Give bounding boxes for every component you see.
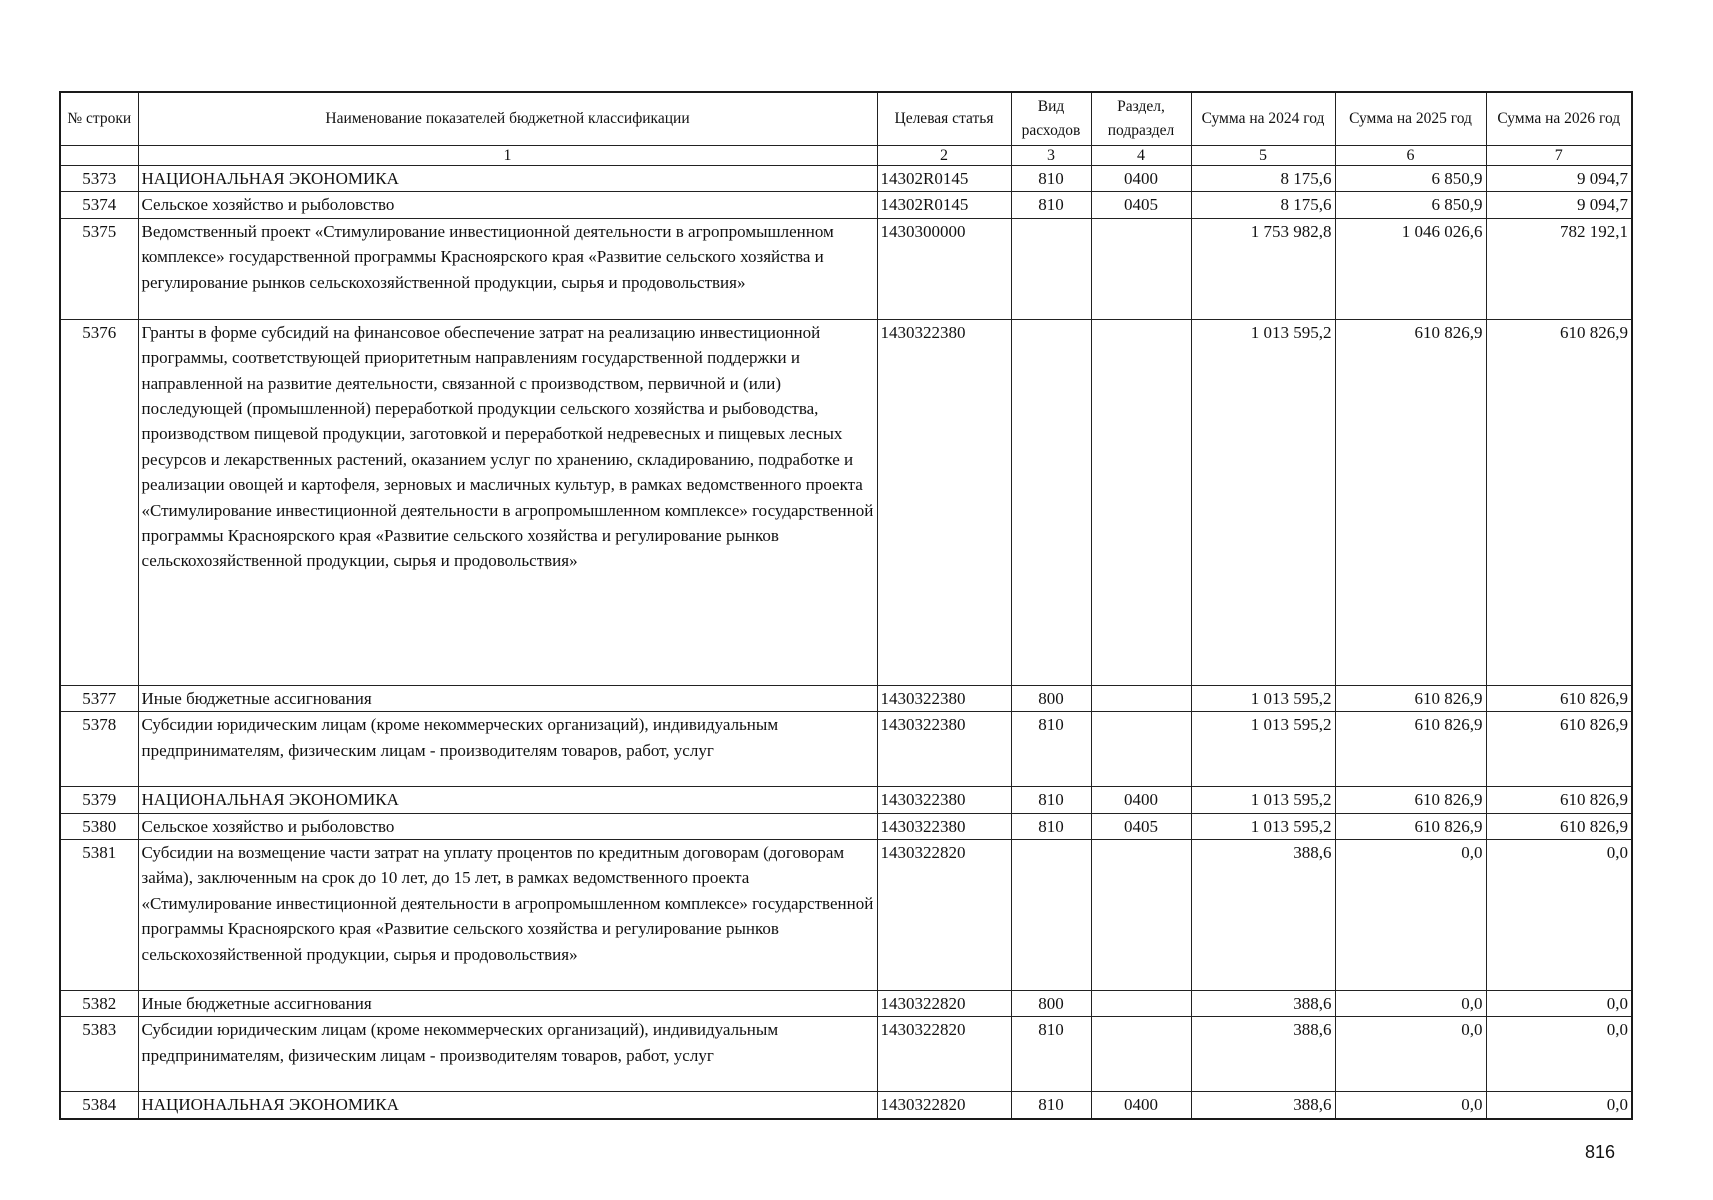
expense-type-code [1011, 319, 1091, 685]
indicator-name: Субсидии на возмещение части затрат на уплату процентов по кредитным договорам (договорам займа), заключенным на срок до 10 лет, до 15 лет, в рамках ведомственного проекта «Стимулирование инвестиционной деятельности в агропромышленном комплексе» государственной программы Красноярского края «Развитие сельского хозяйства и регулирование рынков сельскохозяйственной продукции, сырья и продовольствия» [138, 840, 877, 991]
column-number: 6 [1335, 146, 1486, 166]
table-row [60, 712, 1632, 787]
sum-2025-cell: 6 850,9 [1335, 166, 1486, 192]
indicator-name: НАЦИОНАЛЬНАЯ ЭКОНОМИКА [138, 1092, 877, 1119]
sum-2024-cell: 388,6 [1191, 991, 1335, 1017]
sum-2024-cell: 8 175,6 [1191, 192, 1335, 218]
sum-2024-cell: 1 013 595,2 [1191, 813, 1335, 839]
sum-2026-cell: 0,0 [1486, 1092, 1632, 1119]
row-number: 5377 [60, 685, 138, 711]
column-number-row [60, 146, 1632, 166]
sum-2025-cell: 610 826,9 [1335, 787, 1486, 813]
table-row [60, 1092, 1632, 1119]
section-code: 0405 [1091, 192, 1191, 218]
header-sum-2025: Сумма на 2025 год [1335, 92, 1486, 146]
header-sum-2024: Сумма на 2024 год [1191, 92, 1335, 146]
sum-2026-cell: 0,0 [1486, 840, 1632, 991]
sum-2025-cell: 610 826,9 [1335, 712, 1486, 787]
sum-2026-cell: 9 094,7 [1486, 192, 1632, 218]
table-row [60, 813, 1632, 839]
sum-2024-cell: 1 013 595,2 [1191, 685, 1335, 711]
expense-type-code: 810 [1011, 192, 1091, 218]
table-row [60, 840, 1632, 991]
header-section: Раздел, подраздел [1091, 92, 1191, 146]
target-item-code: 1430322820 [877, 1092, 1011, 1119]
column-number: 1 [138, 146, 877, 166]
sum-2024-cell: 1 013 595,2 [1191, 319, 1335, 685]
column-number: 7 [1486, 146, 1632, 166]
sum-2026-cell: 782 192,1 [1486, 218, 1632, 319]
indicator-name: НАЦИОНАЛЬНАЯ ЭКОНОМИКА [138, 166, 877, 192]
expense-type-code: 810 [1011, 1017, 1091, 1092]
sum-2025-cell: 6 850,9 [1335, 192, 1486, 218]
section-code: 0400 [1091, 1092, 1191, 1119]
section-code [1091, 685, 1191, 711]
table-row [60, 192, 1632, 218]
column-number: 3 [1011, 146, 1091, 166]
table-row [60, 685, 1632, 711]
section-code [1091, 840, 1191, 991]
sum-2024-cell: 388,6 [1191, 1017, 1335, 1092]
target-item-code: 1430322380 [877, 685, 1011, 711]
table-body [60, 166, 1632, 1119]
sum-2025-cell: 0,0 [1335, 1092, 1486, 1119]
table-row [60, 218, 1632, 319]
target-item-code: 14302R0145 [877, 166, 1011, 192]
section-code [1091, 1017, 1191, 1092]
target-item-code: 1430322380 [877, 712, 1011, 787]
table-row [60, 991, 1632, 1017]
header-indicator-name: Наименование показателей бюджетной классификации [138, 92, 877, 146]
sum-2024-cell: 388,6 [1191, 840, 1335, 991]
section-code [1091, 319, 1191, 685]
indicator-name: Сельское хозяйство и рыболовство [138, 192, 877, 218]
target-item-code: 1430322820 [877, 840, 1011, 991]
row-number: 5374 [60, 192, 138, 218]
expense-type-code: 810 [1011, 1092, 1091, 1119]
sum-2025-cell: 0,0 [1335, 1017, 1486, 1092]
indicator-name: Субсидии юридическим лицам (кроме некоммерческих организаций), индивидуальным предпринимателям, физическим лицам - производителям товаров, работ, услуг [138, 712, 877, 787]
section-code: 0405 [1091, 813, 1191, 839]
sum-2026-cell: 0,0 [1486, 1017, 1632, 1092]
header-sum-2026: Сумма на 2026 год [1486, 92, 1632, 146]
sum-2026-cell: 9 094,7 [1486, 166, 1632, 192]
row-number: 5379 [60, 787, 138, 813]
row-number: 5381 [60, 840, 138, 991]
row-number: 5378 [60, 712, 138, 787]
sum-2026-cell: 610 826,9 [1486, 787, 1632, 813]
expense-type-code [1011, 840, 1091, 991]
sum-2026-cell: 610 826,9 [1486, 813, 1632, 839]
row-number: 5380 [60, 813, 138, 839]
section-code: 0400 [1091, 166, 1191, 192]
expense-type-code: 800 [1011, 991, 1091, 1017]
column-number: 5 [1191, 146, 1335, 166]
section-code [1091, 991, 1191, 1017]
target-item-code: 1430322820 [877, 1017, 1011, 1092]
sum-2026-cell: 610 826,9 [1486, 319, 1632, 685]
row-number: 5375 [60, 218, 138, 319]
target-item-code: 1430322380 [877, 813, 1011, 839]
header-expense-type: Вид расходов [1011, 92, 1091, 146]
sum-2024-cell: 1 013 595,2 [1191, 712, 1335, 787]
expense-type-code: 800 [1011, 685, 1091, 711]
row-number: 5382 [60, 991, 138, 1017]
header-row [60, 92, 1632, 146]
sum-2024-cell: 1 753 982,8 [1191, 218, 1335, 319]
sum-2025-cell: 610 826,9 [1335, 813, 1486, 839]
sum-2025-cell: 0,0 [1335, 991, 1486, 1017]
indicator-name: Сельское хозяйство и рыболовство [138, 813, 877, 839]
section-code [1091, 218, 1191, 319]
indicator-name: Ведомственный проект «Стимулирование инвестиционной деятельности в агропромышленном комплексе» государственной программы Красноярского края «Развитие сельского хозяйства и регулирование рынков сельскохозяйственной продукции, сырья и продовольствия» [138, 218, 877, 319]
expense-type-code: 810 [1011, 813, 1091, 839]
sum-2024-cell: 8 175,6 [1191, 166, 1335, 192]
sum-2025-cell: 610 826,9 [1335, 685, 1486, 711]
sum-2024-cell: 388,6 [1191, 1092, 1335, 1119]
sum-2026-cell: 610 826,9 [1486, 685, 1632, 711]
target-item-code: 1430322820 [877, 991, 1011, 1017]
indicator-name: НАЦИОНАЛЬНАЯ ЭКОНОМИКА [138, 787, 877, 813]
section-code [1091, 712, 1191, 787]
sum-2025-cell: 0,0 [1335, 840, 1486, 991]
sum-2025-cell: 1 046 026,6 [1335, 218, 1486, 319]
expense-type-code: 810 [1011, 712, 1091, 787]
expense-type-code: 810 [1011, 166, 1091, 192]
target-item-code: 1430322380 [877, 319, 1011, 685]
row-number: 5384 [60, 1092, 138, 1119]
indicator-name: Гранты в форме субсидий на финансовое обеспечение затрат на реализацию инвестиционной программы, соответствующей приоритетным направлениям государственной поддержки и направленной на развитие деятельности, связанной с производством, первичной и (или) последующей (промышленной) переработкой продукции сельского хозяйства и рыбоводства, производством пищевой продукции, заготовкой и переработкой недревесных и пищевых лесных ресурсов и лекарственных растений, оказанием услуг по хранению, складированию, подработке и реализации овощей и картофеля, зерновых и масличных культур, в рамках ведомственного проекта «Стимулирование инвестиционной деятельности в агропромышленном комплексе» государственной программы Красноярского края «Развитие сельского хозяйства и регулирование рынков сельскохозяйственной продукции, сырья и продовольствия» [138, 319, 877, 685]
sum-2026-cell: 610 826,9 [1486, 712, 1632, 787]
page-number: 816 [1585, 1142, 1616, 1162]
row-number: 5376 [60, 319, 138, 685]
column-number: 2 [877, 146, 1011, 166]
column-number: 4 [1091, 146, 1191, 166]
table-row [60, 319, 1632, 685]
header-row-number: № строки [60, 92, 138, 146]
table-row [60, 1017, 1632, 1092]
target-item-code: 14302R0145 [877, 192, 1011, 218]
section-code: 0400 [1091, 787, 1191, 813]
header-target-item: Целевая статья [877, 92, 1011, 146]
table-row [60, 787, 1632, 813]
indicator-name: Субсидии юридическим лицам (кроме некоммерческих организаций), индивидуальным предпринимателям, физическим лицам - производителям товаров, работ, услуг [138, 1017, 877, 1092]
target-item-code: 1430300000 [877, 218, 1011, 319]
column-number [60, 146, 138, 166]
expense-type-code: 810 [1011, 787, 1091, 813]
row-number: 5383 [60, 1017, 138, 1092]
sum-2026-cell: 0,0 [1486, 991, 1632, 1017]
indicator-name: Иные бюджетные ассигнования [138, 685, 877, 711]
expense-type-code [1011, 218, 1091, 319]
budget-table [59, 91, 1633, 1120]
table-row [60, 166, 1632, 192]
target-item-code: 1430322380 [877, 787, 1011, 813]
sum-2024-cell: 1 013 595,2 [1191, 787, 1335, 813]
sum-2025-cell: 610 826,9 [1335, 319, 1486, 685]
indicator-name: Иные бюджетные ассигнования [138, 991, 877, 1017]
row-number: 5373 [60, 166, 138, 192]
